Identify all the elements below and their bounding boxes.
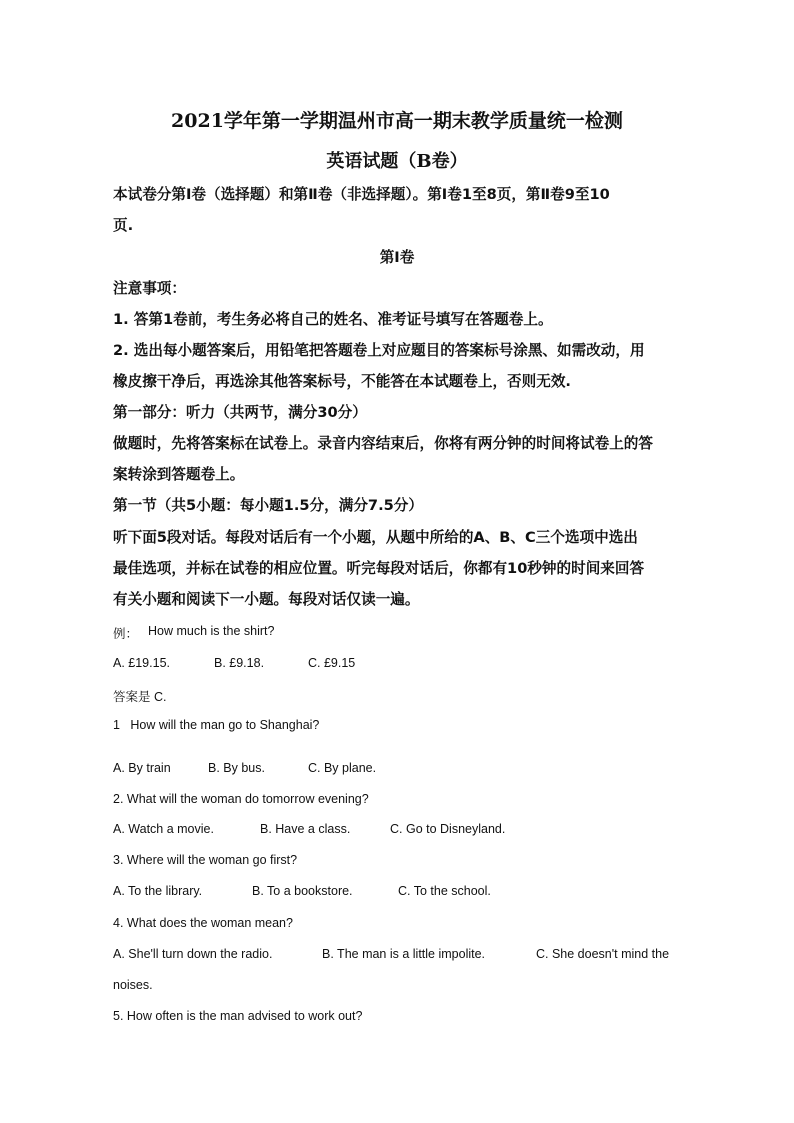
section1-heading: 第一节（共5小题：每小题1.5分，满分7.5分） (113, 497, 423, 514)
example-option-a: A. £19.15. (113, 656, 170, 670)
q1-option-b: B. By bus. (208, 761, 265, 775)
example-answer: 答案是 C. (113, 690, 167, 704)
q2-option-a: A. Watch a movie. (113, 822, 214, 836)
part1-heading: 第一部分：听力（共两节，满分30分） (113, 404, 367, 421)
exam-title: 2021学年第一学期温州市高一期末教学质量统一检测 (171, 110, 623, 132)
q2-option-c: C. Go to Disneyland. (390, 822, 506, 836)
question-5: 5. How often is the man advised to work out? (113, 1009, 363, 1023)
intro-line-1: 本试卷分第Ⅰ卷（选择题）和第Ⅱ卷（非选择题）。第Ⅰ卷1至8页，第Ⅱ卷9至10 (113, 186, 610, 203)
part1-instr-line-2: 案转涂到答题卷上。 (113, 466, 245, 483)
notice-item-2-line-1: 2. 选出每小题答案后，用铅笔把答题卷上对应题目的答案标号涂黑、如需改动，用 (113, 342, 645, 359)
volume-label: 第Ⅰ卷 (379, 249, 415, 266)
section1-instr-line-1: 听下面5段对话。每段对话后有一个小题，从题中所给的A、B、C三个选项中选出 (113, 529, 638, 546)
example-option-c: C. £9.15 (308, 656, 356, 670)
section1-instr-line-2: 最佳选项，并标在试卷的相应位置。听完每段对话后，你都有10秒钟的时间来回答 (113, 560, 645, 577)
q4-option-b: B. The man is a little impolite. (322, 947, 486, 961)
example-prefix: 例： (113, 627, 139, 641)
question-1: 1 How will the man go to Shanghai? (113, 718, 320, 732)
notice-item-1: 1. 答第1卷前，考生务必将自己的姓名、准考证号填写在答题卷上。 (113, 311, 553, 328)
intro-line-2: 页. (113, 217, 134, 234)
q1-option-c: C. By plane. (308, 761, 377, 775)
question-2: 2. What will the woman do tomorrow evening? (113, 792, 369, 806)
q2-option-b: B. Have a class. (260, 822, 351, 836)
q4-option-c-continuation: noises. (113, 978, 153, 992)
part1-instr-line-1: 做题时，先将答案标在试卷上。录音内容结束后，你将有两分钟的时间将试卷上的答 (113, 435, 653, 452)
q3-option-a: A. To the library. (113, 884, 203, 898)
example-option-b: B. £9.18. (214, 656, 265, 670)
notice-item-2-line-2: 橡皮擦干净后，再选涂其他答案标号，不能答在本试题卷上，否则无效. (113, 373, 571, 390)
q4-option-c: C. She doesn't mind the (536, 947, 670, 961)
q3-option-c: C. To the school. (398, 884, 491, 898)
q1-option-a: A. By train (113, 761, 171, 775)
q4-option-a: A. She'll turn down the radio. (113, 947, 273, 961)
notice-heading: 注意事项： (113, 280, 186, 297)
example-question: How much is the shirt? (148, 624, 275, 638)
q3-option-b: B. To a bookstore. (252, 884, 353, 898)
section1-instr-line-3: 有关小题和阅读下一小题。每段对话仅读一遍。 (113, 591, 420, 608)
question-3: 3. Where will the woman go first? (113, 853, 298, 867)
question-4: 4. What does the woman mean? (113, 916, 293, 930)
exam-subtitle: 英语试题（B卷） (326, 151, 468, 172)
